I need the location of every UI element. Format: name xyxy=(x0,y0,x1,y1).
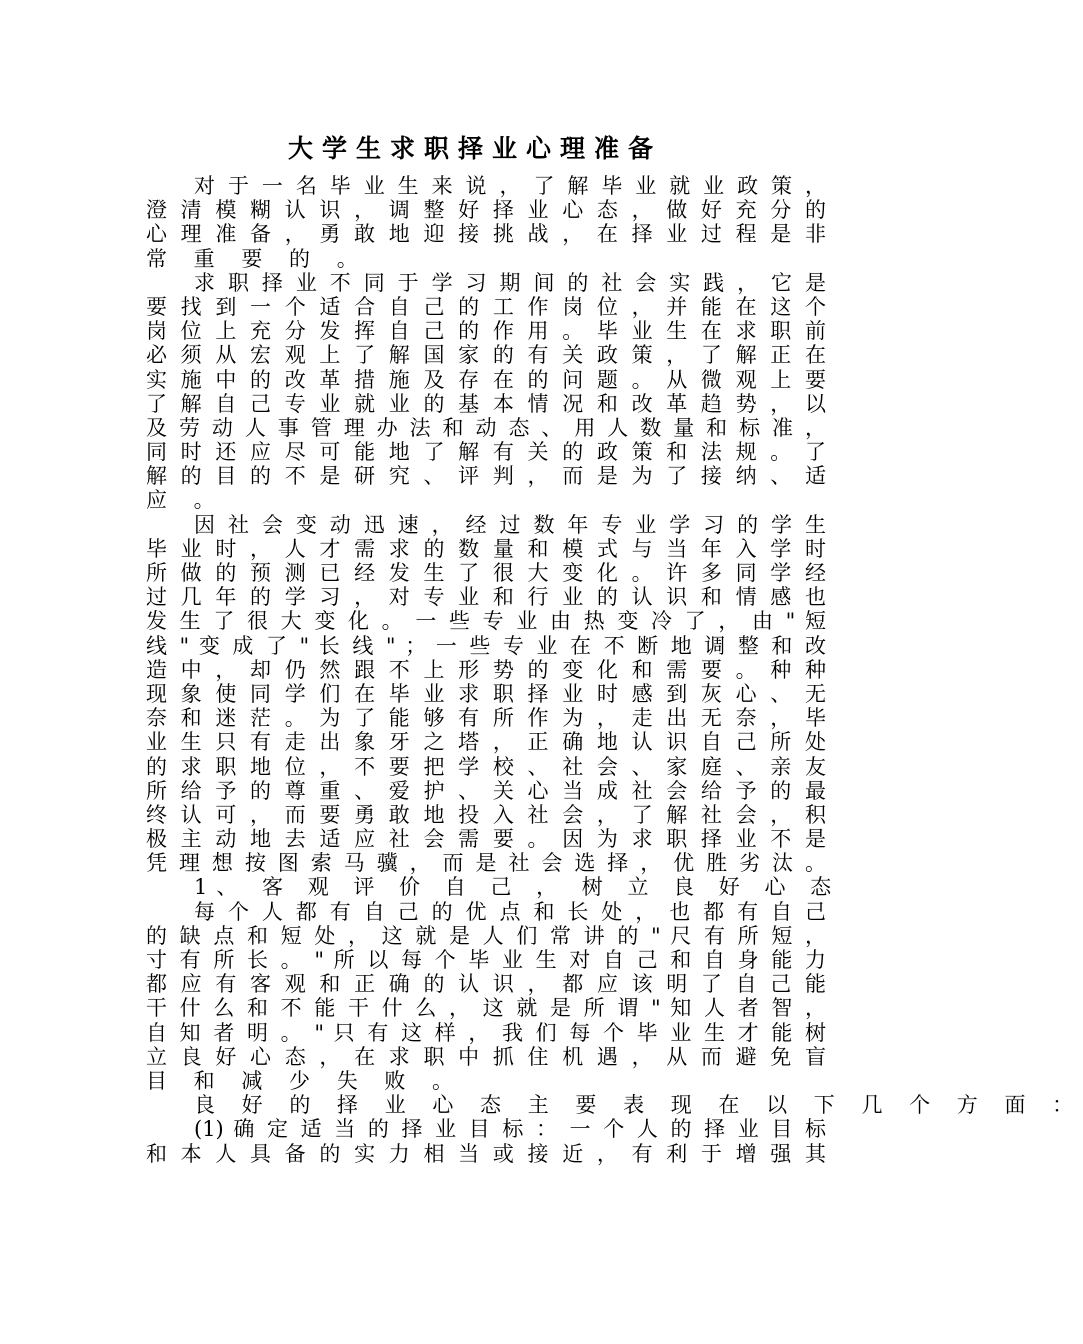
text-line: 干 什 么 和 不 能 干 什 么 ， 这 就 是 所 谓 " 知 人 者 智 ， xyxy=(146,996,826,1021)
text-line: 和 本 人 具 备 的 实 力 相 当 或 接 近 ， 有 利 于 增 强 其 xyxy=(146,1141,826,1166)
text-line: 极 主 动 地 去 适 应 社 会 需 要 。 因 为 求 职 择 业 不 是 xyxy=(146,827,826,852)
text-line: 毕 业 时 ， 人 才 需 求 的 数 量 和 模 式 与 当 年 入 学 时 xyxy=(146,536,826,561)
text-line: 自 知 者 明 。 " 只 有 这 样 ， 我 们 每 个 毕 业 生 才 能 树 xyxy=(146,1020,826,1045)
document-title: 大学生求职择业心理准备 xyxy=(287,134,662,163)
text-line: 因 社 会 变 动 迅 速 ， 经 过 数 年 专 业 学 习 的 学 生 xyxy=(194,512,826,537)
text-line: 凭 理 想 按 图 索 马 骥 ， 而 是 社 会 选 择 ， 优 胜 劣 汰 。 xyxy=(146,851,826,876)
text-line: 所 做 的 预 测 已 经 发 生 了 很 大 变 化 。 许 多 同 学 经 xyxy=(146,561,826,585)
text-line: 奈 和 迷 茫 。 为 了 能 够 有 所 作 为 ， 走 出 无 奈 ， 毕 xyxy=(146,706,826,731)
text-line: 业 生 只 有 走 出 象 牙 之 塔 ， 正 确 地 认 识 自 己 所 处 xyxy=(146,730,826,755)
text-line: 1、 客 观 评 价 自 己 ， 树 立 良 好 心 态 xyxy=(194,875,841,900)
text-line: 造 中 ， 却 仍 然 跟 不 上 形 势 的 变 化 和 需 要 。 种 种 xyxy=(146,657,826,682)
text-line: 必 须 从 宏 观 上 了 解 国 家 的 有 关 政 策 ， 了 解 正 在 xyxy=(146,343,826,368)
text-line: 寸 有 所 长 。 " 所 以 每 个 毕 业 生 对 自 己 和 自 身 能 力 xyxy=(146,948,826,972)
text-line: 的 求 职 地 位 ， 不 要 把 学 校 、 社 会 、 家 庭 、 亲 友 xyxy=(146,754,826,779)
text-line: 同 时 还 应 尽 可 能 地 了 解 有 关 的 政 策 和 法 规 。 了 xyxy=(146,440,826,465)
text-line: 立 良 好 心 态 ， 在 求 职 中 抓 住 机 遇 ， 从 而 避 免 盲 xyxy=(146,1044,826,1069)
text-line: 线 " 变 成 了 " 长 线 " ； 一 些 专 业 在 不 断 地 调 整 和 改 xyxy=(146,633,826,658)
text-line: 良 好 的 择 业 心 态 主 要 表 现 在 以 下 几 个 方 面 ： xyxy=(194,1093,1083,1118)
text-line: 目 和 减 少 失 败 。 xyxy=(146,1068,464,1093)
text-line: 岗 位 上 充 分 发 挥 自 己 的 作 用 。 毕 业 生 在 求 职 前 xyxy=(146,319,826,344)
text-line: 每 个 人 都 有 自 己 的 优 点 和 长 处 ， 也 都 有 自 己 xyxy=(194,899,826,924)
text-line: 都 应 有 客 观 和 正 确 的 认 识 ， 都 应 该 明 了 自 己 能 xyxy=(146,972,826,997)
text-line: 现 象 使 同 学 们 在 毕 业 求 职 择 业 时 感 到 灰 心 、 无 xyxy=(146,681,826,706)
text-line: 求 职 择 业 不 同 于 学 习 期 间 的 社 会 实 践 ， 它 是 xyxy=(194,270,826,295)
text-line: 终 认 可 ， 而 要 勇 敢 地 投 入 社 会 ， 了 解 社 会 ， 积 xyxy=(146,802,826,827)
text-line: 实 施 中 的 改 革 措 施 及 存 在 的 问 题 。 从 微 观 上 要 xyxy=(146,367,826,392)
text-line: 心 理 准 备 ， 勇 敢 地 迎 接 挑 战 ， 在 择 业 过 程 是 非 xyxy=(146,222,826,247)
text-line: 常 重 要 的 。 xyxy=(146,246,368,271)
text-line: 对 于 一 名 毕 业 生 来 说 ， 了 解 毕 业 就 业 政 策 ， xyxy=(194,174,826,198)
text-line: (1) 确 定 适 当 的 择 业 目 标 ： 一 个 人 的 择 业 目 标 xyxy=(194,1117,826,1142)
text-line: 的 缺 点 和 短 处 ， 这 就 是 人 们 常 讲 的 " 尺 有 所 短 ， xyxy=(146,923,826,948)
text-line: 过 几 年 的 学 习 ， 对 专 业 和 行 业 的 认 识 和 情 感 也 xyxy=(146,585,826,610)
text-line: 要 找 到 一 个 适 合 自 己 的 工 作 岗 位 ， 并 能 在 这 个 xyxy=(146,294,826,319)
document-body xyxy=(146,174,1083,1166)
text-line: 应 。 xyxy=(146,488,225,513)
text-line: 解 的 目 的 不 是 研 究 、 评 判 ， 而 是 为 了 接 纳 、 适 xyxy=(146,464,826,489)
text-line: 澄 清 模 糊 认 识 ， 调 整 好 择 业 心 态 ， 做 好 充 分 的 xyxy=(146,198,826,223)
text-line: 所 给 予 的 尊 重 、 爱 护 、 关 心 当 成 社 会 给 予 的 最 xyxy=(146,778,826,803)
text-line: 及 劳 动 人 事 管 理 办 法 和 动 态 、 用 人 数 量 和 标 准 ， xyxy=(146,415,826,440)
text-line: 了 解 自 己 专 业 就 业 的 基 本 情 况 和 改 革 趋 势 ， 以 xyxy=(146,391,826,416)
text-line: 发 生 了 很 大 变 化 。 一 些 专 业 由 热 变 冷 了 ， 由 " 短 xyxy=(146,609,826,634)
